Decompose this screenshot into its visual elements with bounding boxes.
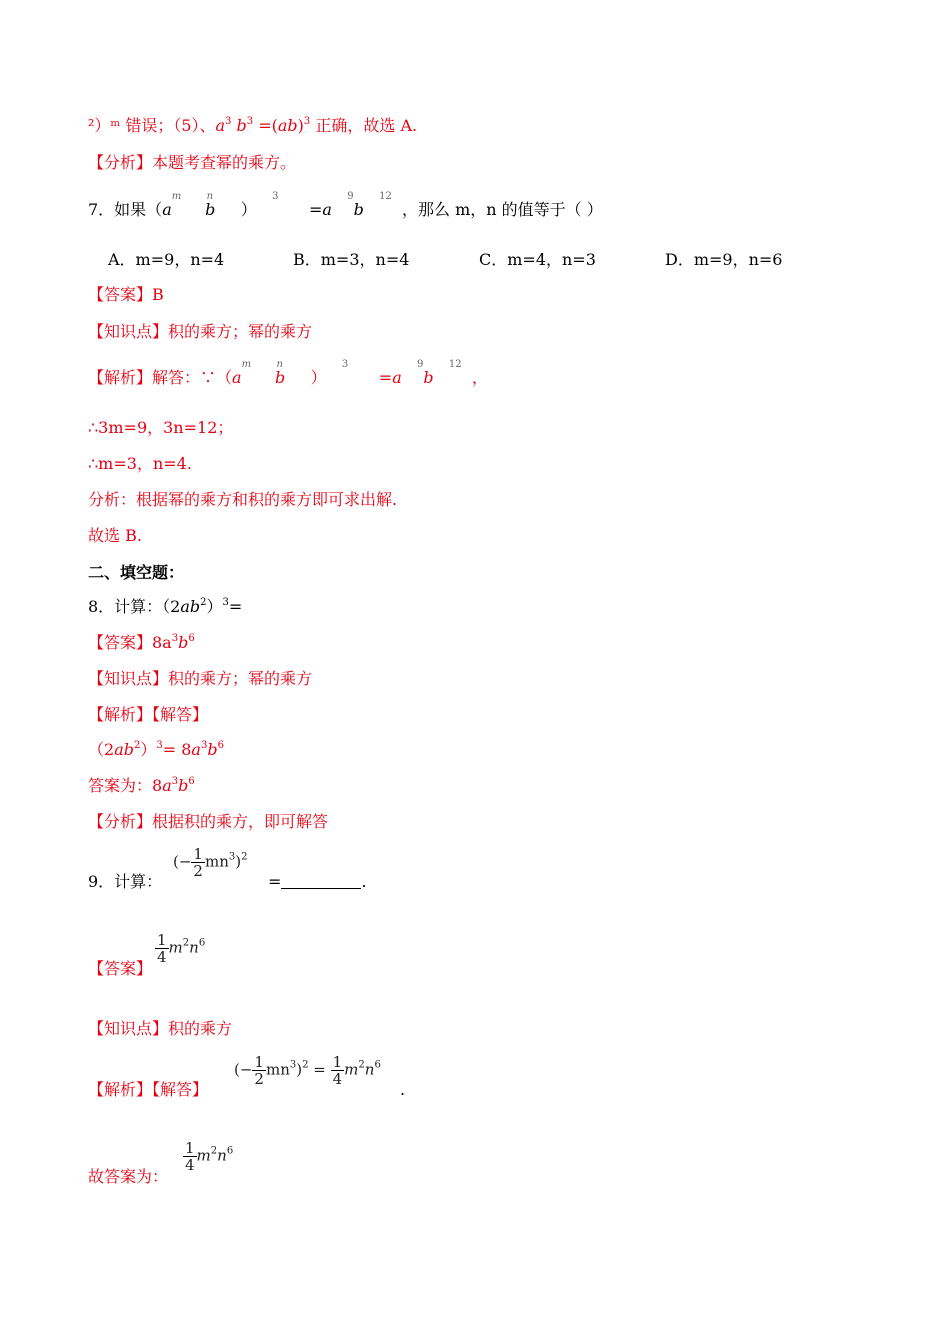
q9-final-expression: $\frac{1}{4}$ $m^2n^6$	[185, 1139, 234, 1174]
q8-answer: 【答案】$8a^3b^6$	[88, 633, 195, 652]
prev-solution-line: ²）ᵐ 错误；（5）、$a^3$ $b^3 =(ab)^3$ 正确，故选 A.	[88, 116, 418, 135]
q8-analysis: 【分析】根据积的乘方，即可解答	[88, 812, 329, 831]
q7-step-1: ∴3m=9，3n=12；	[88, 418, 234, 437]
question-7: 7．如果（$a^m$ $^n$b ） $^3$ =a $^9$b $^{12}$ ，那么 m，n 的值等于（ ）	[88, 191, 603, 219]
question-9-blank: = .	[268, 872, 367, 891]
question-8: 8．计算：$(2ab^2)^3=$	[88, 597, 243, 616]
q8-final: 答案为：$8a^3b^6$	[88, 776, 195, 795]
analysis-6: 【分析】本题考查幂的乘方。	[88, 153, 297, 172]
q8-solution-label: 【解析】【解答】	[88, 705, 209, 724]
q9-answer-label: 【答案】	[88, 959, 153, 978]
q7-analysis: 分析：根据幂的乘方和积的乘方即可求出解.	[88, 490, 398, 509]
q9-answer-expression: $\frac{1}{4}$ $m^2n^6$	[157, 931, 206, 966]
q8-knowledge-point: 【知识点】积的乘方；幂的乘方	[88, 669, 313, 688]
option-b: B．m=3，n=4	[293, 250, 410, 269]
q9-solution-label: 【解析】【解答】	[88, 1080, 209, 1099]
option-c: C．m=4，n=3	[479, 250, 596, 269]
option-d: D．m=9，n=6	[665, 250, 783, 269]
q7-knowledge-point: 【知识点】积的乘方；幂的乘方	[88, 322, 313, 341]
q9-solution-end: .	[400, 1080, 406, 1099]
q7-answer: 【答案】B	[88, 285, 164, 304]
q9-knowledge-point: 【知识点】积的乘方	[88, 1019, 233, 1038]
question-9-expression: (− $\frac{1}{2}$ $mn^3)^2$	[173, 845, 248, 880]
section-fill-in: 二、填空题：	[88, 563, 185, 582]
q9-solution-expression: (− $\frac{1}{2}$ $mn^3)^2$ = $\frac{1}{4}$ $m^2n^6$	[234, 1053, 381, 1088]
q7-step-2: ∴m=3，n=4.	[88, 454, 192, 473]
q8-solution: $(2ab^2)^3= 8a^3b^6$	[88, 740, 224, 759]
option-a: A．m=9，n=4	[108, 250, 225, 269]
q9-final-label: 故答案为：	[88, 1167, 169, 1186]
q7-choice: 故选 B.	[88, 526, 142, 545]
q7-solution: 【解析】解答：$\because(a^m$ $^n$b ） $^3$ =a $^9$b $^{12}$ ，	[88, 359, 488, 387]
question-9-label: 9．计算：	[88, 872, 163, 891]
